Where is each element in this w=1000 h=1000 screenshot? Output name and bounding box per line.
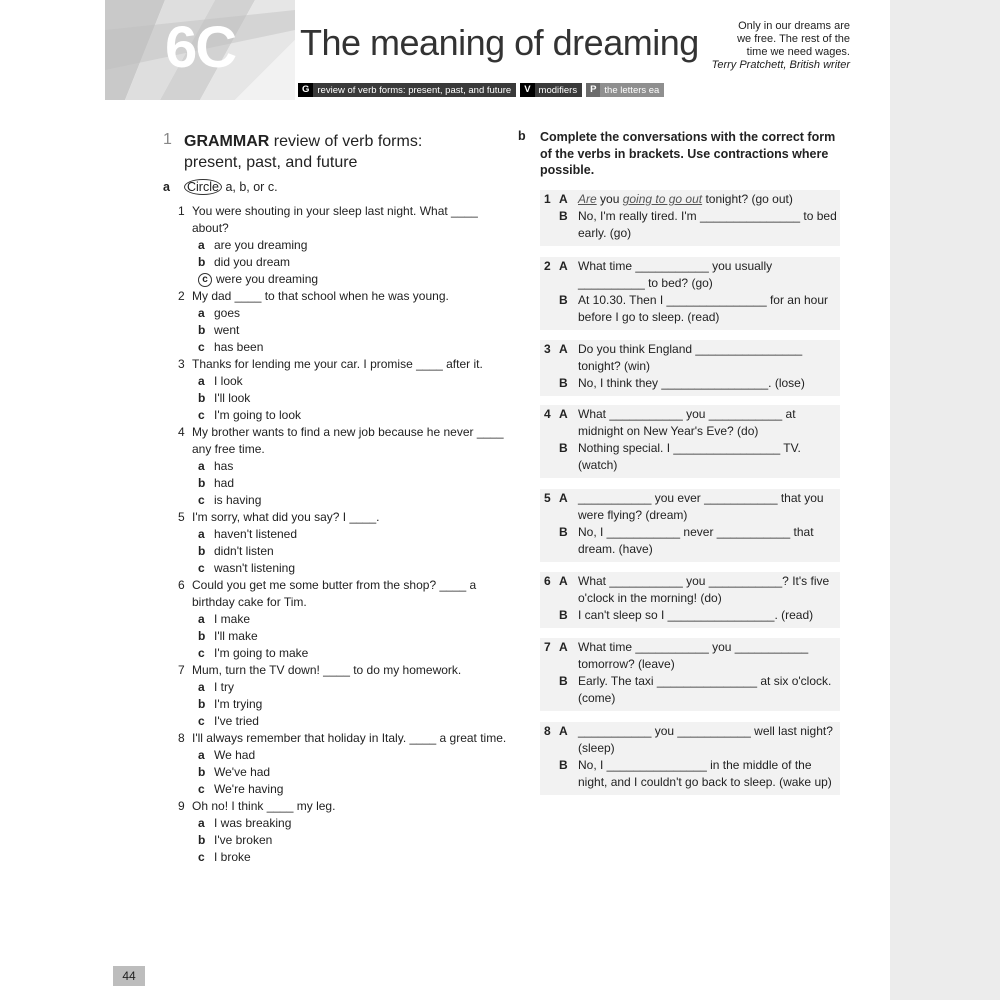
option-letter: b bbox=[198, 765, 206, 779]
question-text: Could you get me some butter from the shop? ____ a birthday cake for Tim. bbox=[192, 578, 477, 609]
quote-line-1: Only in our dreams are bbox=[738, 20, 850, 32]
option-letter: c bbox=[198, 340, 205, 354]
dialogue-text: What time ___________ you usually __________ to bed? (go) bbox=[578, 259, 773, 290]
answer-option bbox=[178, 373, 508, 390]
option-text: I've tried bbox=[214, 714, 259, 728]
speaker-label: A bbox=[559, 342, 568, 356]
option-text: We had bbox=[214, 748, 256, 762]
dialogue-line bbox=[540, 757, 840, 791]
dialogue-line bbox=[540, 375, 840, 392]
option-text: wasn't listening bbox=[214, 561, 295, 575]
speaker-label: A bbox=[559, 259, 568, 273]
tag-key: G bbox=[298, 83, 313, 97]
conversation-block bbox=[540, 340, 840, 396]
dialogue-line bbox=[540, 573, 840, 607]
dialogue-line bbox=[540, 490, 840, 524]
dialogue-line bbox=[540, 208, 840, 242]
part-b-instruction: Complete the conversations with the correct form of the verbs in brackets. Use contractions where possible. bbox=[540, 130, 836, 177]
dialogue-text: Early. The taxi _______________ at six o'clock. (come) bbox=[578, 674, 832, 705]
answer-option bbox=[178, 713, 508, 730]
conversation-number: 2 bbox=[544, 259, 551, 273]
answer-option bbox=[178, 322, 508, 339]
option-text: haven't listened bbox=[214, 527, 298, 541]
question-number: 3 bbox=[178, 357, 185, 371]
option-text: I'm trying bbox=[214, 697, 263, 711]
conversation-block bbox=[540, 722, 840, 795]
section-heading-line2: present, past, and future bbox=[184, 154, 358, 171]
speaker-label: B bbox=[559, 758, 568, 772]
speaker-label: B bbox=[559, 441, 568, 455]
answer-option bbox=[178, 492, 508, 509]
conversation-number: 1 bbox=[544, 192, 551, 206]
option-letter: c bbox=[198, 493, 205, 507]
conversation-number bbox=[540, 375, 559, 392]
left-margin bbox=[0, 0, 105, 1000]
dialogue-text: Do you think England ________________ tonight? (win) bbox=[578, 342, 803, 373]
option-letter: a bbox=[198, 459, 205, 473]
question-number: 6 bbox=[178, 578, 185, 592]
conversation-block bbox=[540, 638, 840, 711]
unit-code: 6C bbox=[165, 15, 236, 80]
option-letter: a bbox=[198, 374, 205, 388]
question-text: I'm sorry, what did you say? I ____. bbox=[192, 510, 380, 524]
conversation-number: 3 bbox=[544, 342, 551, 356]
option-letter: b bbox=[198, 697, 206, 711]
option-text: are you dreaming bbox=[214, 238, 308, 252]
answer-option bbox=[178, 339, 508, 356]
quote-line-3: time we need wages. bbox=[746, 46, 850, 58]
conversation-block bbox=[540, 489, 840, 562]
option-text: is having bbox=[214, 493, 262, 507]
dialogue-line bbox=[540, 440, 840, 474]
speaker-label: B bbox=[559, 674, 568, 688]
dialogue-line bbox=[540, 607, 840, 624]
section-heading bbox=[184, 131, 484, 173]
dialogue-line bbox=[540, 723, 840, 757]
tag-pronunciation bbox=[586, 83, 664, 97]
answer-option bbox=[178, 679, 508, 696]
option-letter: b bbox=[198, 391, 206, 405]
option-text: were you dreaming bbox=[216, 272, 319, 286]
option-letter: c bbox=[198, 782, 205, 796]
question-item bbox=[178, 424, 508, 458]
question-item bbox=[178, 577, 508, 611]
conversation-number: 4 bbox=[544, 407, 551, 421]
example-answer: Are bbox=[578, 192, 597, 206]
option-text: I'll look bbox=[214, 391, 251, 405]
dialogue-line bbox=[540, 341, 840, 375]
answer-option bbox=[178, 832, 508, 849]
part-a-questions bbox=[178, 203, 508, 866]
conversation-number bbox=[540, 524, 559, 558]
tag-vocabulary bbox=[520, 83, 582, 97]
option-letter: b bbox=[198, 544, 206, 558]
answer-option bbox=[178, 628, 508, 645]
section-heading-rest: review of verb forms: bbox=[273, 133, 423, 150]
conversation-number bbox=[540, 440, 559, 474]
dialogue-line bbox=[540, 292, 840, 326]
question-item bbox=[178, 356, 508, 373]
quote-author: Terry Pratchett, British writer bbox=[711, 59, 850, 71]
tag-label: the letters ea bbox=[604, 84, 660, 96]
question-text: I'll always remember that holiday in Italy. ____ a great time. bbox=[192, 731, 507, 745]
dialogue-text: What ___________ you ___________? It's five o'clock in the morning! (do) bbox=[578, 574, 830, 605]
page-number: 44 bbox=[113, 966, 145, 986]
conversation-number bbox=[540, 292, 559, 326]
dialogue-fragment: tonight? (go out) bbox=[702, 192, 793, 206]
option-letter: a bbox=[198, 748, 205, 762]
conversation-block bbox=[540, 572, 840, 628]
dialogue-text bbox=[578, 191, 840, 208]
page-title: The meaning of dreaming bbox=[300, 22, 699, 63]
answer-option bbox=[178, 237, 508, 254]
answer-option bbox=[178, 611, 508, 628]
dialogue-fragment: you bbox=[596, 192, 623, 206]
speaker-label: A bbox=[559, 574, 568, 588]
option-text: has bbox=[214, 459, 234, 473]
dialogue-text: No, I think they ________________. (lose) bbox=[578, 376, 805, 390]
section-number: 1 bbox=[163, 131, 172, 148]
dialogue-text: What time ___________ you ___________ tomorrow? (leave) bbox=[578, 640, 809, 671]
option-letter: c bbox=[198, 646, 205, 660]
option-text: did you dream bbox=[214, 255, 291, 269]
question-text: Mum, turn the TV down! ____ to do my homework. bbox=[192, 663, 462, 677]
option-letter: b bbox=[198, 323, 206, 337]
answer-option bbox=[178, 696, 508, 713]
answer-option bbox=[178, 543, 508, 560]
option-letter: a bbox=[198, 527, 205, 541]
question-number: 5 bbox=[178, 510, 185, 524]
dialogue-line bbox=[540, 406, 840, 440]
answer-option bbox=[178, 407, 508, 424]
conversation-number: 7 bbox=[544, 640, 551, 654]
answer-option bbox=[178, 849, 508, 866]
dialogue-text: ___________ you ___________ well last night? (sleep) bbox=[578, 724, 833, 755]
answer-option bbox=[178, 254, 508, 271]
dialogue-line bbox=[540, 524, 840, 558]
dialogue-text: No, I'm really tired. I'm _______________ to bed early. (go) bbox=[578, 209, 837, 240]
speaker-label: A bbox=[559, 407, 568, 421]
conversation-block bbox=[540, 405, 840, 478]
circle-word: Circle bbox=[184, 179, 222, 195]
speaker-label: B bbox=[559, 525, 568, 539]
question-text: My brother wants to find a new job because he never ____ any free time. bbox=[192, 425, 504, 456]
option-letter: b bbox=[198, 255, 206, 269]
question-item bbox=[178, 288, 508, 305]
conversation-number: 8 bbox=[544, 724, 551, 738]
epigraph-quote bbox=[700, 20, 850, 72]
question-item bbox=[178, 730, 508, 747]
answer-option bbox=[178, 305, 508, 322]
dialogue-text: I can't sleep so I ________________. (read) bbox=[578, 608, 814, 622]
answer-option bbox=[178, 764, 508, 781]
question-number: 2 bbox=[178, 289, 185, 303]
dialogue-text: No, I _______________ in the middle of the night, and I couldn't go back to sleep. (wake up) bbox=[578, 758, 832, 789]
dialogue-line bbox=[540, 673, 840, 707]
conversation-number bbox=[540, 208, 559, 242]
option-text: I look bbox=[214, 374, 243, 388]
tag-label: modifiers bbox=[538, 84, 578, 96]
part-a-letter: a bbox=[163, 180, 170, 194]
option-letter: a bbox=[198, 238, 205, 252]
speaker-label: A bbox=[559, 192, 568, 206]
answer-option bbox=[178, 390, 508, 407]
speaker-label: A bbox=[559, 724, 568, 738]
right-margin bbox=[890, 0, 1000, 1000]
speaker-label: B bbox=[559, 608, 568, 622]
part-a-instruction bbox=[184, 180, 278, 194]
option-text: has been bbox=[214, 340, 264, 354]
option-letter: a bbox=[198, 816, 205, 830]
conversation-number bbox=[540, 757, 559, 791]
option-text: We're having bbox=[214, 782, 284, 796]
option-text: I was breaking bbox=[214, 816, 292, 830]
option-text: I'll make bbox=[214, 629, 258, 643]
dialogue-text: Nothing special. I ________________ TV. (watch) bbox=[578, 441, 801, 472]
option-letter: b bbox=[198, 833, 206, 847]
tag-grammar bbox=[298, 83, 516, 97]
question-text: Thanks for lending me your car. I promise ____ after it. bbox=[192, 357, 483, 371]
speaker-label: B bbox=[559, 209, 568, 223]
answer-option bbox=[178, 815, 508, 832]
option-letter: b bbox=[198, 476, 206, 490]
conversation-block bbox=[540, 190, 840, 246]
option-letter: c bbox=[198, 714, 205, 728]
question-text: Oh no! I think ____ my leg. bbox=[192, 799, 336, 813]
tag-key: P bbox=[586, 83, 600, 97]
option-text: We've had bbox=[214, 765, 271, 779]
question-item bbox=[178, 203, 508, 237]
section-heading-bold: GRAMMAR bbox=[184, 133, 270, 150]
speaker-label: A bbox=[559, 491, 568, 505]
tag-label: review of verb forms: present, past, and future bbox=[317, 84, 512, 96]
quote-line-2: we free. The rest of the bbox=[737, 33, 850, 45]
option-text: I try bbox=[214, 680, 234, 694]
option-letter: b bbox=[198, 629, 206, 643]
option-text: I'm going to make bbox=[214, 646, 309, 660]
speaker-label: B bbox=[559, 376, 568, 390]
conversation-number: 5 bbox=[544, 491, 551, 505]
option-letter: c bbox=[198, 408, 205, 422]
dialogue-text: No, I ___________ never ___________ that dream. (have) bbox=[578, 525, 814, 556]
question-number: 1 bbox=[178, 204, 185, 218]
option-text: I make bbox=[214, 612, 251, 626]
part-b-letter: b bbox=[518, 129, 526, 143]
conversation-number bbox=[540, 673, 559, 707]
option-letter: c bbox=[198, 850, 205, 864]
question-number: 8 bbox=[178, 731, 185, 745]
option-letter: a bbox=[198, 612, 205, 626]
question-text: You were shouting in your sleep last night. What ____ about? bbox=[192, 204, 478, 235]
answer-option bbox=[178, 458, 508, 475]
speaker-label: A bbox=[559, 640, 568, 654]
dialogue-text: What ___________ you ___________ at midnight on New Year's Eve? (do) bbox=[578, 407, 796, 438]
option-text: didn't listen bbox=[214, 544, 274, 558]
question-item bbox=[178, 662, 508, 679]
option-letter: c bbox=[198, 561, 205, 575]
answer-option bbox=[178, 645, 508, 662]
conversation-block bbox=[540, 257, 840, 330]
question-item bbox=[178, 798, 508, 815]
option-letter: a bbox=[198, 306, 205, 320]
dialogue-text: ___________ you ever ___________ that you were flying? (dream) bbox=[578, 491, 824, 522]
question-number: 9 bbox=[178, 799, 185, 813]
answer-option bbox=[178, 560, 508, 577]
answer-option bbox=[178, 475, 508, 492]
part-a-instruction-rest: a, b, or c. bbox=[225, 180, 278, 194]
answer-option bbox=[178, 781, 508, 798]
circled-option-letter: c bbox=[198, 273, 212, 287]
conversation-number: 6 bbox=[544, 574, 551, 588]
answer-option bbox=[178, 271, 508, 288]
answer-option bbox=[178, 526, 508, 543]
conversation-number bbox=[540, 607, 559, 624]
question-text: My dad ____ to that school when he was young. bbox=[192, 289, 449, 303]
question-item bbox=[178, 509, 508, 526]
topic-tags bbox=[298, 83, 664, 97]
dialogue-line bbox=[540, 639, 840, 673]
option-text: goes bbox=[214, 306, 241, 320]
option-text: I'm going to look bbox=[214, 408, 302, 422]
speaker-label: B bbox=[559, 293, 568, 307]
dialogue-line bbox=[540, 191, 840, 208]
option-text: I've broken bbox=[214, 833, 273, 847]
option-text: I broke bbox=[214, 850, 251, 864]
option-text: had bbox=[214, 476, 235, 490]
dialogue-text: At 10.30. Then I _______________ for an hour before I go to sleep. (read) bbox=[578, 293, 828, 324]
option-letter: a bbox=[198, 680, 205, 694]
dialogue-line bbox=[540, 258, 840, 292]
example-answer: going to go out bbox=[622, 192, 703, 206]
question-number: 4 bbox=[178, 425, 185, 439]
answer-option bbox=[178, 747, 508, 764]
option-text: went bbox=[214, 323, 240, 337]
tag-key: V bbox=[520, 83, 534, 97]
question-number: 7 bbox=[178, 663, 185, 677]
